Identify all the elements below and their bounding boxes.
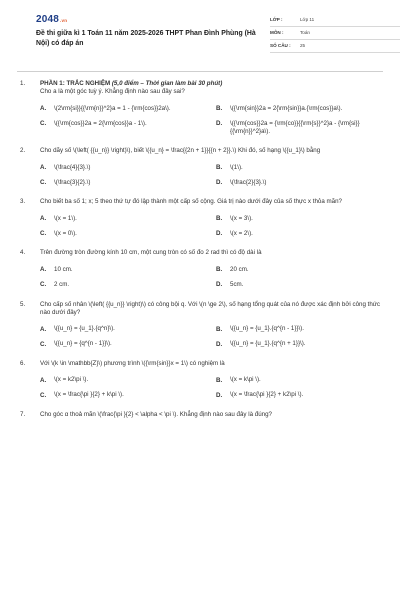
question-number: 6. [20, 359, 26, 367]
section-note: (5,0 điểm – Thời gian làm bài 30 phút) [111, 80, 223, 87]
meta-value: Lớp 11 [300, 16, 315, 22]
meta-label: MÔN : [270, 29, 284, 35]
answer-option[interactable] [216, 120, 382, 137]
question-item [20, 198, 382, 238]
question-text [40, 249, 382, 257]
answer-options [40, 266, 382, 290]
answer-option[interactable] [40, 105, 206, 114]
meta-label: SỐ CÂU : [270, 42, 291, 48]
question-body [40, 80, 382, 136]
option-letter: C. [40, 230, 47, 238]
option-letter: A. [40, 215, 47, 223]
option-letter: A. [40, 376, 47, 384]
question-prompt: Cho góc α thoả mãn \(\frac{\pi }{2} < \alpha < \pi \). Khẳng định nào sau đây là đúng? [40, 411, 272, 419]
option-text: \(x = \frac{\pi }{2} + k2\pi \). [230, 391, 304, 399]
option-letter: D. [216, 391, 223, 399]
option-letter: A. [40, 164, 47, 172]
answer-options [40, 164, 382, 188]
option-text: \({u_n} = {q^{n - 1}}\). [54, 340, 112, 348]
answer-option[interactable] [216, 164, 382, 173]
option-text: \({u_n} = {u_1}.{q^{n - 1}}\). [230, 325, 304, 333]
meta-row-subject [270, 27, 400, 40]
question-prompt: Với \(k \in \mathbb{Z}\) phương trình \({\rm{sin}}x = 1\) có nghiệm là [40, 359, 225, 367]
answer-option[interactable] [216, 376, 382, 385]
answer-options [40, 376, 382, 400]
answer-option[interactable] [216, 340, 382, 349]
option-letter: B. [216, 266, 223, 274]
question-text [40, 198, 382, 206]
question-prompt: Cho cấp số nhân \(\left( {{u_n}} \right)\) có công bội q. Với \(n \ge 2\), số hạng tổng quát của nó được xác định bởi công thức nào dưới đây? [40, 300, 381, 316]
option-text: \(x = 2\). [230, 229, 253, 237]
answer-option[interactable] [216, 230, 382, 239]
question-body [40, 249, 382, 289]
option-letter: C. [40, 391, 47, 399]
meta-row-class [270, 14, 400, 27]
question-number: 4. [20, 249, 26, 257]
question-item [20, 80, 382, 136]
answer-options [40, 215, 382, 239]
question-body [40, 360, 382, 400]
exam-title: Đề thi giữa kì 1 Toán 11 năm 2025-2026 THPT Phan Đình Phùng (Hà Nội) có đáp án [36, 30, 256, 47]
question-number: 1. [20, 80, 26, 87]
option-text: \(x = \frac{\pi }{2} + k\pi \). [54, 391, 124, 399]
question-item [20, 411, 382, 419]
option-text: 5cm. [230, 280, 244, 288]
answer-option[interactable] [216, 215, 382, 224]
meta-row-question-count [270, 40, 400, 53]
option-letter: C. [40, 340, 47, 348]
option-text: \(x = 3\). [230, 214, 253, 222]
option-text: 20 cm. [230, 265, 249, 273]
option-letter: C. [40, 120, 47, 128]
option-text: \(x = k\pi \). [230, 376, 261, 384]
question-text [40, 147, 382, 155]
option-text: \(2\rm{si}}{{\rm{n}}^2}a = 1 - {\rm{cos}}2a\). [54, 104, 171, 112]
question-item [20, 301, 382, 349]
answer-option[interactable] [216, 281, 382, 290]
option-text: \(x = k2\pi \). [54, 376, 89, 384]
answer-option[interactable] [40, 376, 206, 385]
answer-option[interactable] [216, 391, 382, 400]
option-text: \(1\). [230, 163, 243, 171]
option-text: \(x = 0\). [54, 229, 77, 237]
section-heading: PHẦN 1: TRẮC NGHIỆM [40, 80, 111, 87]
question-number: 5. [20, 300, 26, 308]
option-letter: C. [40, 281, 47, 289]
exam-meta [270, 14, 400, 53]
option-letter: B. [216, 215, 223, 223]
answer-option[interactable] [40, 266, 206, 275]
answer-option[interactable] [40, 230, 206, 239]
option-letter: D. [216, 120, 223, 128]
option-letter: B. [216, 376, 223, 384]
site-logo[interactable]: 2048.vn [36, 14, 68, 25]
answer-option[interactable] [40, 325, 206, 334]
answer-option[interactable] [216, 266, 382, 275]
option-letter: D. [216, 281, 223, 289]
question-text [40, 411, 382, 419]
question-text [40, 360, 382, 368]
option-letter: C. [40, 179, 47, 187]
question-number: 2. [20, 147, 26, 155]
question-body [40, 411, 382, 419]
answer-option[interactable] [40, 120, 206, 137]
question-text [40, 301, 382, 318]
question-list [20, 80, 382, 430]
question-text [40, 80, 382, 97]
question-body [40, 198, 382, 238]
question-number: 7. [20, 411, 26, 419]
option-letter: B. [216, 325, 223, 333]
option-text: \(x = 1\). [54, 214, 77, 222]
answer-options [40, 325, 382, 349]
header-divider [17, 71, 383, 72]
option-letter: A. [40, 105, 47, 113]
option-text: \({\rm{sin}}2a = 2{\rm{sin}}a.{\rm{cos}}a\). [230, 104, 343, 112]
answer-option[interactable] [216, 179, 382, 188]
option-text: \(\frac{4}{3}.\) [54, 163, 91, 171]
question-body [40, 147, 382, 187]
option-text: 2 cm. [54, 280, 70, 288]
option-text: \({\rm{cos}}2a = {\rm{co}}{{\rm{s}}^2}a - {\rm{si}}{{\rm{n}}^2}a\). [230, 119, 360, 135]
question-prompt: Cho dãy số \(\left( {{u_n}} \right)\), biết \({u_n} = \frac{{2n + 1}}{{n + 2}}.\) Khi đó, số hạng \({u_1}\) bằng [40, 147, 321, 155]
option-letter: B. [216, 164, 223, 172]
option-text: \({u_n} = {u_1}.{q^n}\). [54, 325, 115, 333]
option-text: 10 cm. [54, 265, 73, 273]
meta-value: Toán [300, 29, 310, 35]
answer-option[interactable] [40, 391, 206, 400]
option-text: \({\rm{cos}}2a = 2{\rm{cos}}a - 1\). [54, 119, 147, 127]
answer-option[interactable] [216, 105, 382, 114]
option-letter: D. [216, 179, 223, 187]
answer-option[interactable] [40, 340, 206, 349]
answer-option[interactable] [40, 179, 206, 188]
option-text: \({u_n} = {u_1}.{q^{n + 1}}\). [230, 340, 306, 348]
answer-option[interactable] [40, 164, 206, 173]
meta-label: LỚP : [270, 16, 283, 22]
option-letter: A. [40, 266, 47, 274]
question-number: 3. [20, 198, 26, 206]
answer-option[interactable] [40, 215, 206, 224]
question-prompt: Cho a là một góc tuỳ ý. Khẳng định nào sau đây sai? [40, 88, 185, 96]
option-text: \(\frac{2}{3}.\) [230, 178, 267, 186]
option-letter: A. [40, 325, 47, 333]
question-prompt: Trên đường tròn đường kính 10 cm, một cung tròn có số đo 2 rad thì có độ dài là [40, 249, 262, 257]
option-letter: B. [216, 105, 223, 113]
question-prompt: Cho biết ba số 1; x; 5 theo thứ tự đó lập thành một cấp số cộng. Giá trị nào dưới đây của số thực x thỏa mãn? [40, 198, 342, 206]
question-item [20, 249, 382, 289]
question-item [20, 147, 382, 187]
answer-option[interactable] [216, 325, 382, 334]
question-body [40, 301, 382, 349]
question-item [20, 360, 382, 400]
option-text: \(\frac{3}{2}.\) [54, 178, 91, 186]
answer-option[interactable] [40, 281, 206, 290]
meta-value: 25 [300, 42, 306, 48]
answer-options [40, 105, 382, 137]
option-letter: D. [216, 230, 223, 238]
option-letter: D. [216, 340, 223, 348]
exam-header [17, 0, 383, 62]
